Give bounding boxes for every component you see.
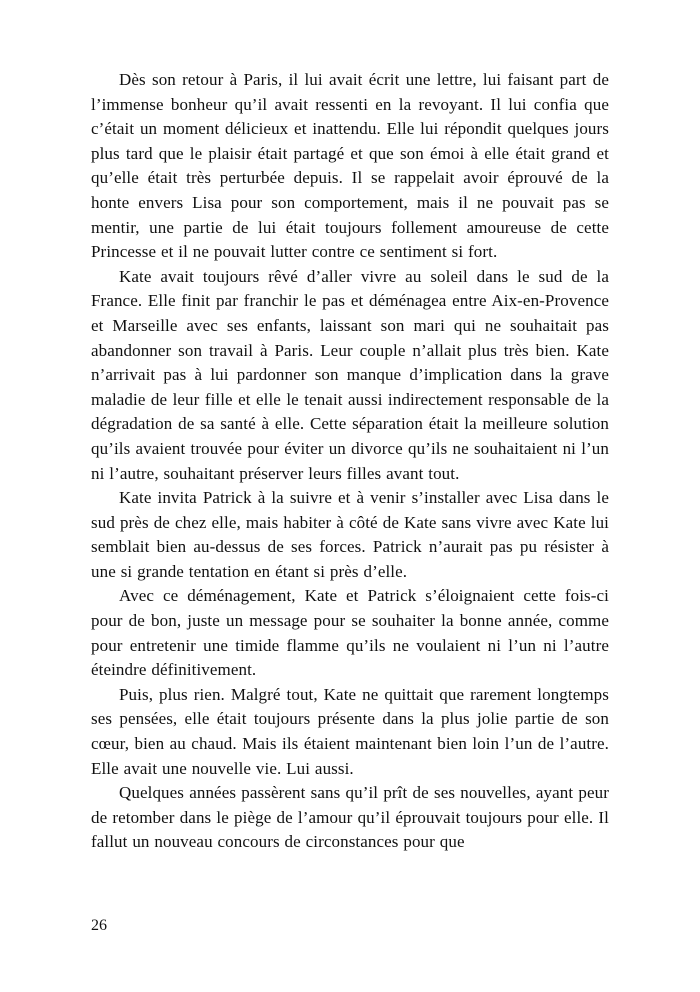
paragraph: Avec ce déménagement, Kate et Patrick s’éloignaient cette fois-ci pour de bon, juste un message pour se souhaiter la bonne année, comme pour entretenir une timide flamme qu’ils ne voulaient ni l’un ni l’autre éteindre définitivement. — [91, 586, 609, 680]
paragraph: Dès son retour à Paris, il lui avait écrit une lettre, lui faisant part de l’immense bonheur qu’il avait ressenti en la revoyant. Il lui confia que c’était un moment délicieux et inattendu. Elle lui répondit quelques jours plus tard que le plaisir était partagé et que son émoi à elle était grand et qu’elle était très perturbée depuis. Il se rappelait avoir éprouvé de la honte envers Lisa pour son comportement, mais il ne pouvait pas se mentir, une partie de lui était toujours follement amoureuse de cette Princesse et il ne pouvait lutter contre ce sentiment si fort. — [91, 70, 609, 262]
paragraph: Quelques années passèrent sans qu’il prît de ses nouvelles, ayant peur de retomber dans le piège de l’amour qu’il éprouvait toujours pour elle. Il fallut un nouveau concours de circonstances pour que — [91, 783, 609, 852]
text-block — [91, 68, 609, 855]
paragraph: Kate invita Patrick à la suivre et à venir s’installer avec Lisa dans le sud près de chez elle, mais habiter à côté de Kate sans vivre avec Kate lui semblait bien au-dessus de ses forces. Patrick n’aurait pas pu résister à une si grande tentation en étant si près d’elle. — [91, 488, 609, 581]
paragraph: Kate avait toujours rêvé d’aller vivre au soleil dans le sud de la France. Elle finit par franchir le pas et déménagea entre Aix-en-Provence et Marseille avec ses enfants, laissant son mari qui ne souhaitait pas abandonner son travail à Paris. Leur couple n’allait plus très bien. Kate n’arrivait pas à lui pardonner son manque d’implication dans la grave maladie de leur fille et elle le tenait aussi indirectement responsable de la dégradation de sa santé à elle. Cette séparation était la meilleure solution qu’ils avaient trouvée pour éviter un divorce qu’ils ne souhaitaient ni l’un ni l’autre, souhaitant préserver leurs filles avant tout. — [91, 266, 609, 483]
page-number: 26 — [91, 917, 107, 934]
paragraph: Puis, plus rien. Malgré tout, Kate ne quittait que rarement longtemps ses pensées, elle était toujours présente dans la plus jolie partie de son cœur, bien au chaud. Mais ils étaient maintenant bien loin l’un de l’autre. Elle avait une nouvelle vie. Lui aussi. — [91, 684, 609, 778]
